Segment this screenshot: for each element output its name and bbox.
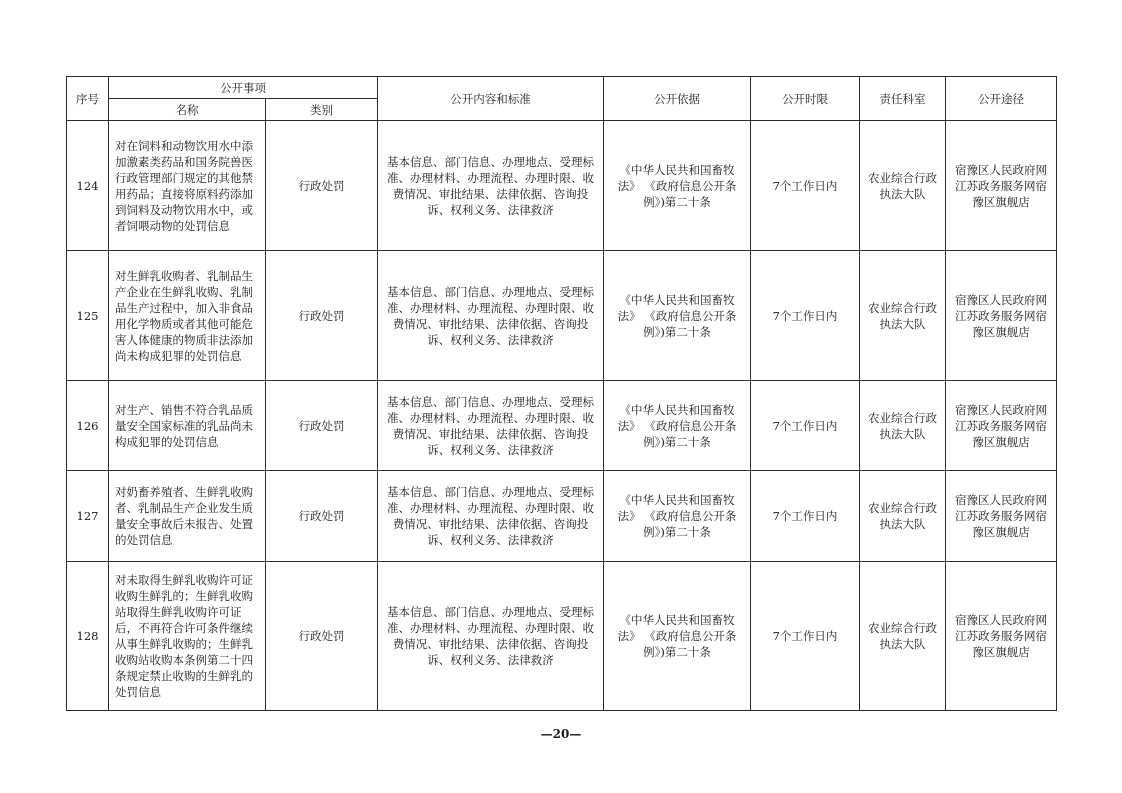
item-content: 基本信息、部门信息、办理地点、受理标准、办理材料、办理流程、办理时限、收费情况、审批结果、法律依据、咨询投诉、权利义务、法律救济: [378, 121, 604, 251]
item-name: 对奶畜养殖者、生鲜乳收购者、乳制品生产企业发生质量安全事故后未报告、处置的处罚信息: [109, 471, 266, 562]
table-row: [67, 121, 1057, 251]
row-number: 124: [67, 121, 109, 251]
header-content: 公开内容和标准: [378, 77, 604, 121]
row-number: 126: [67, 381, 109, 471]
row-number: 127: [67, 471, 109, 562]
item-dept: 农业综合行政执法大队: [860, 471, 946, 562]
item-dept: 农业综合行政执法大队: [860, 121, 946, 251]
item-category: 行政处罚: [266, 121, 378, 251]
item-dept: 农业综合行政执法大队: [860, 562, 946, 711]
item-name: 对生鲜乳收购者、乳制品生产企业在生鲜乳收购、乳制品生产过程中，加入非食品用化学物质或者其他可能危害人体健康的物质非法添加尚未构成犯罪的处罚信息: [109, 251, 266, 381]
item-basis: 《中华人民共和国畜牧法》 《政府信息公开条例》)第二十条: [604, 562, 751, 711]
table-row: [67, 471, 1057, 562]
header-public-item: 公开事项: [109, 77, 378, 99]
table-row: [67, 562, 1057, 711]
item-dept: 农业综合行政执法大队: [860, 381, 946, 471]
item-time-limit: 7个工作日内: [751, 381, 860, 471]
item-channel: 宿豫区人民政府网江苏政务服务网宿豫区旗舰店: [946, 121, 1057, 251]
item-channel: 宿豫区人民政府网江苏政务服务网宿豫区旗舰店: [946, 562, 1057, 711]
header-dept: 责任科室: [860, 77, 946, 121]
disclosure-table-container: [66, 76, 1057, 711]
header-time-limit: 公开时限: [751, 77, 860, 121]
item-time-limit: 7个工作日内: [751, 251, 860, 381]
header-category: 类别: [266, 99, 378, 121]
item-channel: 宿豫区人民政府网江苏政务服务网宿豫区旗舰店: [946, 381, 1057, 471]
item-time-limit: 7个工作日内: [751, 471, 860, 562]
item-content: 基本信息、部门信息、办理地点、受理标准、办理材料、办理流程、办理时限、收费情况、审批结果、法律依据、咨询投诉、权利义务、法律救济: [378, 381, 604, 471]
item-channel: 宿豫区人民政府网江苏政务服务网宿豫区旗舰店: [946, 251, 1057, 381]
row-number: 125: [67, 251, 109, 381]
disclosure-table: [66, 76, 1057, 711]
item-time-limit: 7个工作日内: [751, 562, 860, 711]
item-content: 基本信息、部门信息、办理地点、受理标准、办理材料、办理流程、办理时限、收费情况、审批结果、法律依据、咨询投诉、权利义务、法律救济: [378, 471, 604, 562]
item-name: 对未取得生鲜乳收购许可证收购生鲜乳的；生鲜乳收购站取得生鲜乳收购许可证后，不再符合许可条件继续从事生鲜乳收购的；生鲜乳收购站收购本条例第二十四条规定禁止收购的生鲜乳的处罚信息: [109, 562, 266, 711]
page-number: —20—: [540, 727, 582, 741]
item-time-limit: 7个工作日内: [751, 121, 860, 251]
header-seq: 序号: [67, 77, 109, 121]
item-channel: 宿豫区人民政府网江苏政务服务网宿豫区旗舰店: [946, 471, 1057, 562]
item-content: 基本信息、部门信息、办理地点、受理标准、办理材料、办理流程、办理时限、收费情况、审批结果、法律依据、咨询投诉、权利义务、法律救济: [378, 251, 604, 381]
item-content: 基本信息、部门信息、办理地点、受理标准、办理材料、办理流程、办理时限、收费情况、审批结果、法律依据、咨询投诉、权利义务、法律救济: [378, 562, 604, 711]
header-name: 名称: [109, 99, 266, 121]
item-category: 行政处罚: [266, 562, 378, 711]
table-row: [67, 251, 1057, 381]
item-dept: 农业综合行政执法大队: [860, 251, 946, 381]
item-category: 行政处罚: [266, 251, 378, 381]
item-name: 对生产、销售不符合乳品质量安全国家标准的乳品尚未构成犯罪的处罚信息: [109, 381, 266, 471]
item-basis: 《中华人民共和国畜牧法》 《政府信息公开条例》)第二十条: [604, 121, 751, 251]
header-channel: 公开途径: [946, 77, 1057, 121]
table-row: [67, 381, 1057, 471]
item-category: 行政处罚: [266, 471, 378, 562]
item-basis: 《中华人民共和国畜牧法》 《政府信息公开条例》)第二十条: [604, 381, 751, 471]
item-basis: 《中华人民共和国畜牧法》 《政府信息公开条例》)第二十条: [604, 251, 751, 381]
item-category: 行政处罚: [266, 381, 378, 471]
header-basis: 公开依据: [604, 77, 751, 121]
row-number: 128: [67, 562, 109, 711]
item-basis: 《中华人民共和国畜牧法》 《政府信息公开条例》)第二十条: [604, 471, 751, 562]
item-name: 对在饲料和动物饮用水中添加激素类药品和国务院兽医行政管理部门规定的其他禁用药品；直接将原料药添加到饲料及动物饮用水中，或者饲喂动物的处罚信息: [109, 121, 266, 251]
